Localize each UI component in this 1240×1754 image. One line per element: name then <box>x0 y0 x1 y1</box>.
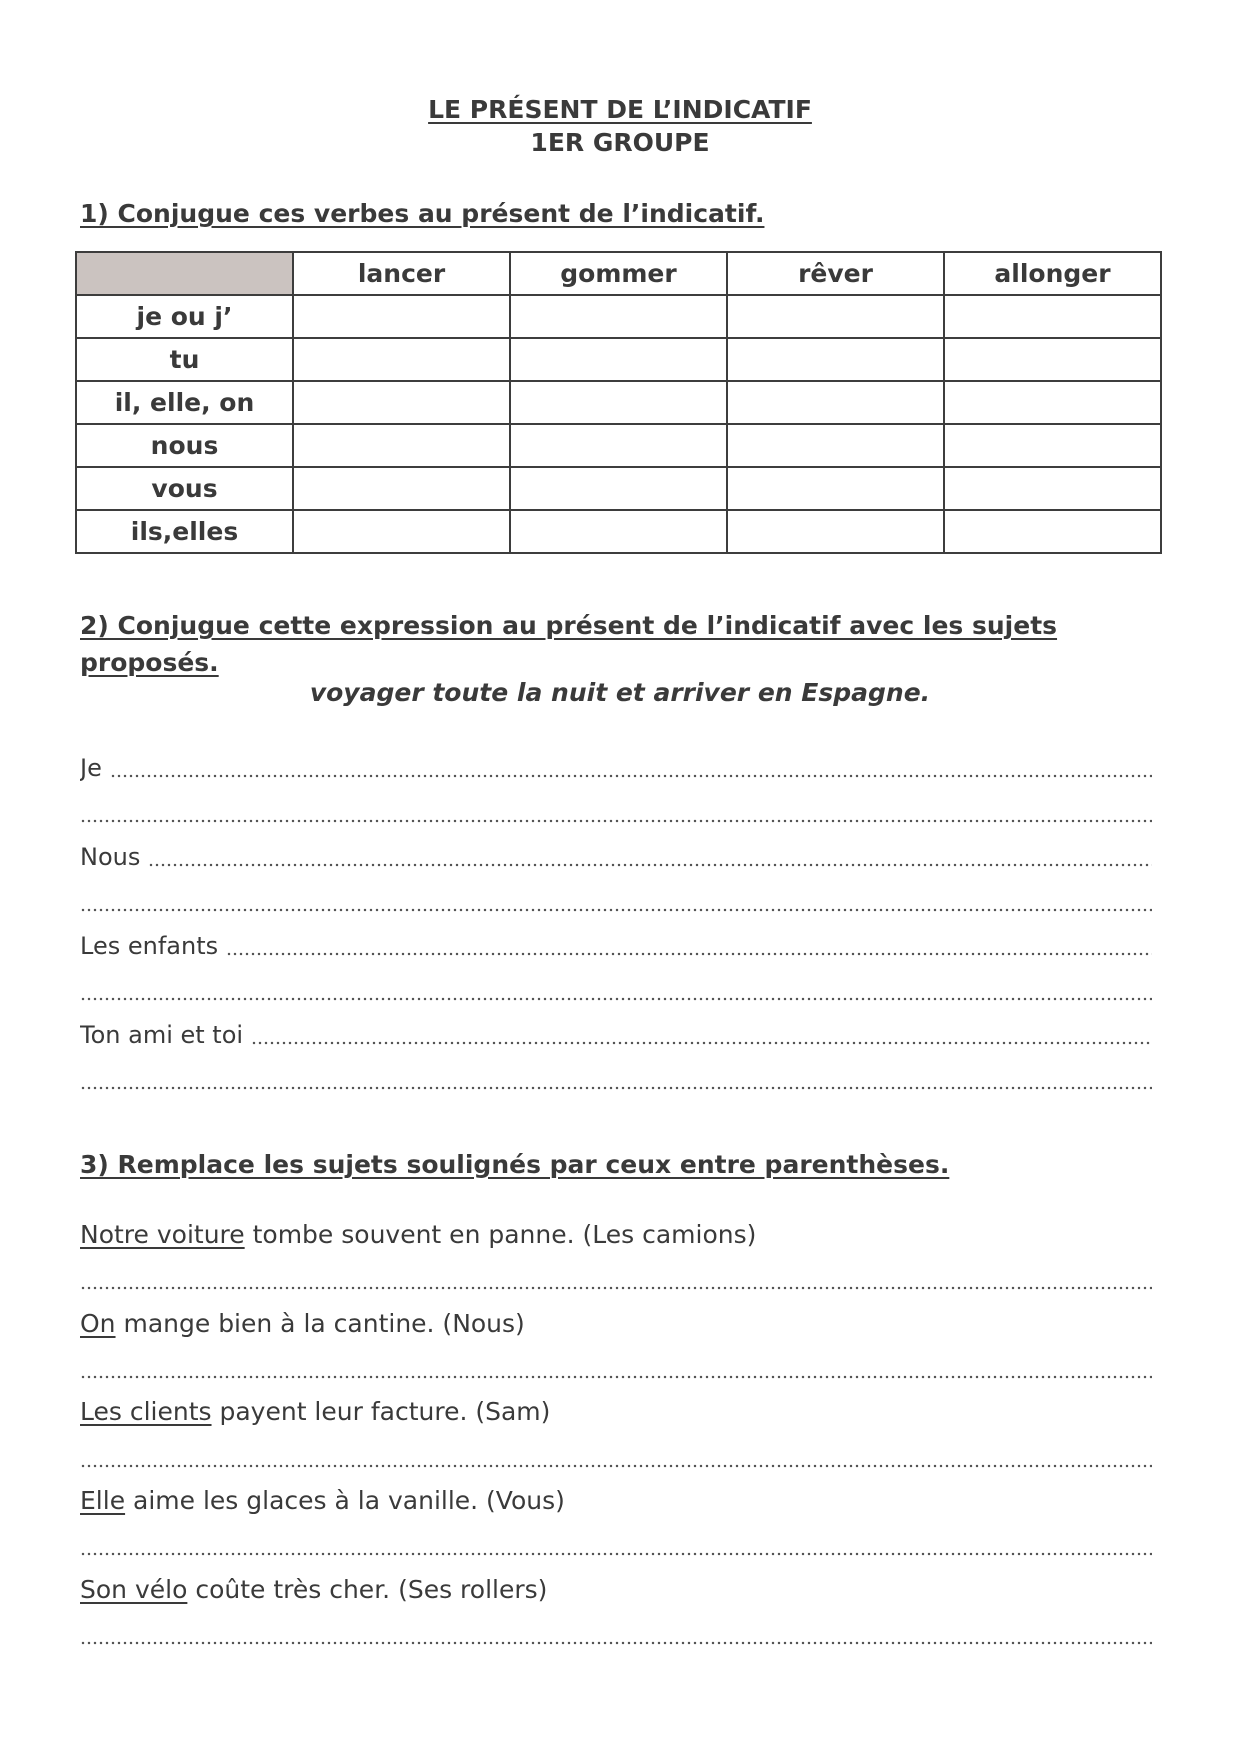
sentence-rest: aime les glaces à la vanille. (Vous) <box>125 1486 565 1515</box>
answer-cell[interactable] <box>727 381 944 424</box>
dotted-line <box>80 1375 1152 1379</box>
pronoun-cell: je ou j’ <box>76 295 293 338</box>
table-row <box>76 338 1161 381</box>
verb-header: lancer <box>293 252 510 295</box>
underlined-subject: Les clients <box>80 1397 212 1426</box>
answer-line[interactable] <box>80 1264 1152 1294</box>
answer-line[interactable] <box>80 1353 1152 1383</box>
sentence-rest: mange bien à la cantine. (Nous) <box>115 1309 525 1338</box>
answer-cell[interactable] <box>510 467 727 510</box>
answer-cell[interactable] <box>944 381 1161 424</box>
exercise-2-heading: 2) Conjugue cette expression au présent de l’indicatif avec les sujets proposés. <box>80 611 1058 677</box>
answer-cell[interactable] <box>944 510 1161 553</box>
answer-cell[interactable] <box>727 510 944 553</box>
sentence <box>80 1220 1160 1249</box>
answer-line[interactable] <box>80 975 1152 1005</box>
answer-cell[interactable] <box>944 467 1161 510</box>
answer-cell[interactable] <box>293 381 510 424</box>
dotted-line <box>80 819 1152 823</box>
verb-header: allonger <box>944 252 1161 295</box>
answer-line[interactable] <box>80 797 1152 827</box>
sentence <box>80 1575 1160 1604</box>
verb-header: gommer <box>510 252 727 295</box>
answer-cell[interactable] <box>727 295 944 338</box>
table-header-row <box>76 252 1161 295</box>
answer-line[interactable] <box>80 1442 1152 1472</box>
table-row <box>76 295 1161 338</box>
answer-line[interactable] <box>80 1064 1152 1094</box>
answer-cell[interactable] <box>293 424 510 467</box>
answer-cell[interactable] <box>510 295 727 338</box>
answer-line[interactable] <box>80 1019 1152 1049</box>
sentence <box>80 1486 1160 1515</box>
answer-line[interactable] <box>80 930 1152 960</box>
pronoun-cell: vous <box>76 467 293 510</box>
expression-to-conjugate: voyager toute la nuit et arriver en Espagne. <box>309 678 931 707</box>
answer-line[interactable] <box>80 841 1152 871</box>
answer-cell[interactable] <box>293 338 510 381</box>
dotted-line <box>110 774 1152 778</box>
table-row <box>76 381 1161 424</box>
answer-cell[interactable] <box>727 338 944 381</box>
answer-line[interactable] <box>80 886 1152 916</box>
subject-label: Ton ami et toi <box>80 1021 244 1049</box>
sentence-rest: payent leur facture. (Sam) <box>211 1397 551 1426</box>
pronoun-cell: il, elle, on <box>76 381 293 424</box>
dotted-line <box>80 1086 1152 1090</box>
dotted-line <box>80 1641 1152 1645</box>
answer-cell[interactable] <box>293 295 510 338</box>
subject-label: Les enfants <box>80 932 219 960</box>
sentence-rest: coûte très cher. (Ses rollers) <box>187 1575 548 1604</box>
answer-line[interactable] <box>80 1619 1152 1649</box>
answer-cell[interactable] <box>510 510 727 553</box>
table-row <box>76 510 1161 553</box>
pronoun-cell: tu <box>76 338 293 381</box>
dotted-line <box>80 908 1152 912</box>
underlined-subject: On <box>80 1309 116 1338</box>
answer-cell[interactable] <box>944 295 1161 338</box>
underlined-subject: Notre voiture <box>80 1220 245 1249</box>
answer-cell[interactable] <box>293 510 510 553</box>
underlined-subject: Elle <box>80 1486 126 1515</box>
table-row <box>76 467 1161 510</box>
page-subtitle: 1ER GROUPE <box>530 128 710 157</box>
dotted-line <box>148 863 1152 867</box>
answer-cell[interactable] <box>944 338 1161 381</box>
answer-cell[interactable] <box>727 467 944 510</box>
dotted-line <box>80 997 1152 1001</box>
table-corner-cell <box>76 252 293 295</box>
underlined-subject: Son vélo <box>80 1575 188 1604</box>
sentence <box>80 1397 1160 1426</box>
exercise-3-heading: 3) Remplace les sujets soulignés par ceux entre parenthèses. <box>80 1150 950 1179</box>
subject-label: Je <box>80 754 102 782</box>
answer-cell[interactable] <box>510 424 727 467</box>
sentence-rest: tombe souvent en panne. (Les camions) <box>244 1220 757 1249</box>
answer-line[interactable] <box>80 1530 1152 1560</box>
answer-cell[interactable] <box>727 424 944 467</box>
subject-label: Nous <box>80 843 141 871</box>
answer-cell[interactable] <box>510 381 727 424</box>
pronoun-cell: ils,elles <box>76 510 293 553</box>
page-title: LE PRÉSENT DE L’INDICATIF <box>428 95 812 124</box>
exercise-1-heading: 1) Conjugue ces verbes au présent de l’indicatif. <box>80 199 765 228</box>
conjugation-table <box>75 251 1162 554</box>
dotted-line <box>226 952 1152 956</box>
answer-cell[interactable] <box>293 467 510 510</box>
sentence <box>80 1309 1160 1338</box>
answer-cell[interactable] <box>944 424 1161 467</box>
table-row <box>76 424 1161 467</box>
dotted-line <box>251 1041 1152 1045</box>
answer-cell[interactable] <box>510 338 727 381</box>
dotted-line <box>80 1464 1152 1468</box>
answer-line[interactable] <box>80 752 1152 782</box>
dotted-line <box>80 1552 1152 1556</box>
pronoun-cell: nous <box>76 424 293 467</box>
dotted-line <box>80 1286 1152 1290</box>
verb-header: rêver <box>727 252 944 295</box>
